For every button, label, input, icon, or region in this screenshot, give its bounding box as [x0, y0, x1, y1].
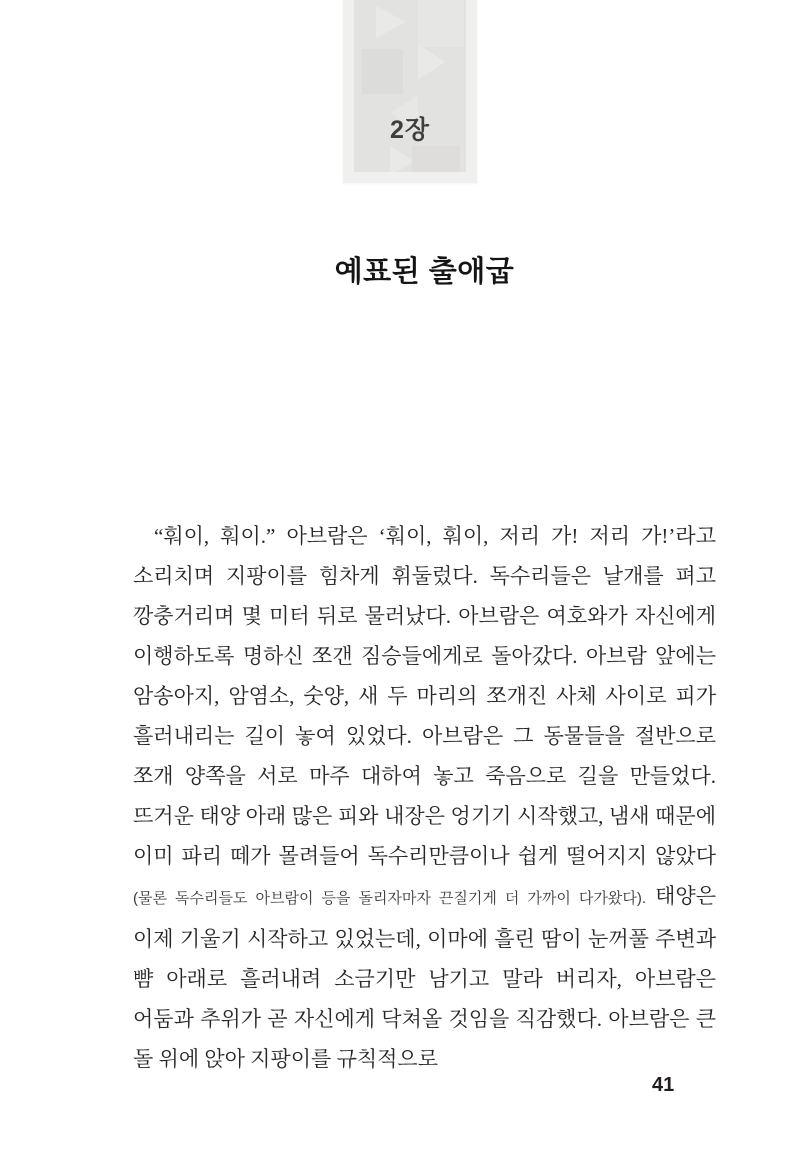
banner-triangle-icon	[376, 6, 406, 38]
chapter-banner-pattern	[354, 0, 466, 172]
parenthetical-note: (물론 독수리들도 아브람이 등을 돌리자마자 끈질기게 더 가까이 다가왔다).	[133, 890, 647, 907]
banner-square-shape	[412, 146, 460, 172]
banner-square-shape	[418, 0, 464, 47]
chapter-title: 예표된 출애굽	[334, 256, 515, 289]
body-paragraph	[133, 516, 716, 1079]
chapter-number-label: 2장	[389, 116, 431, 144]
banner-triangle-icon	[390, 146, 414, 172]
body-text-segment: 태양은 이제 기울기 시작하고 있었는데, 이마에 흘린 땀이 눈꺼풀 주변과 뺨 아래로 흘러내려 소금기만 남기고 말라 버리자, 아브람은 어둠과 추위가 곧 자신에게 닥쳐올 것임을 직감했다. 아브람은 큰 돌 위에 앉아 지팡이를 규칙적으로	[133, 884, 717, 1071]
body-text-segment: “훠이, 훠이.” 아브람은 ‘훠이, 훠이, 저리 가! 저리 가!’라고 소리치며 지팡이를 힘차게 휘둘렀다. 독수리들은 날개를 펴고 깡충거리며 몇 미터 뒤로 물러났다. 아브람은 여호와가 자신에게 이행하도록 명하신 쪼갠 짐승들에게로 돌아갔다. 아브람 앞에는 암송아지, 암염소, 숫양, 새 두 마리의 쪼개진 사체 사이로 피가 흘러내리는 길이 놓여 있었다. 아브람은 그 동물들을 절반으로 쪼개 양쪽을 서로 마주 대하여 놓고 죽음으로 길을 만들었다. 뜨거운 태양 아래 많은 피와 내장은 엉기기 시작했고, 냄새 때문에 이미 파리 떼가 몰려들어 독수리만큼이나 쉽게 떨어지지 않았다	[133, 524, 716, 868]
chapter-banner	[343, 0, 477, 183]
banner-square-shape	[362, 49, 403, 94]
page-number: 41	[652, 1074, 675, 1096]
banner-triangle-icon	[418, 44, 445, 80]
